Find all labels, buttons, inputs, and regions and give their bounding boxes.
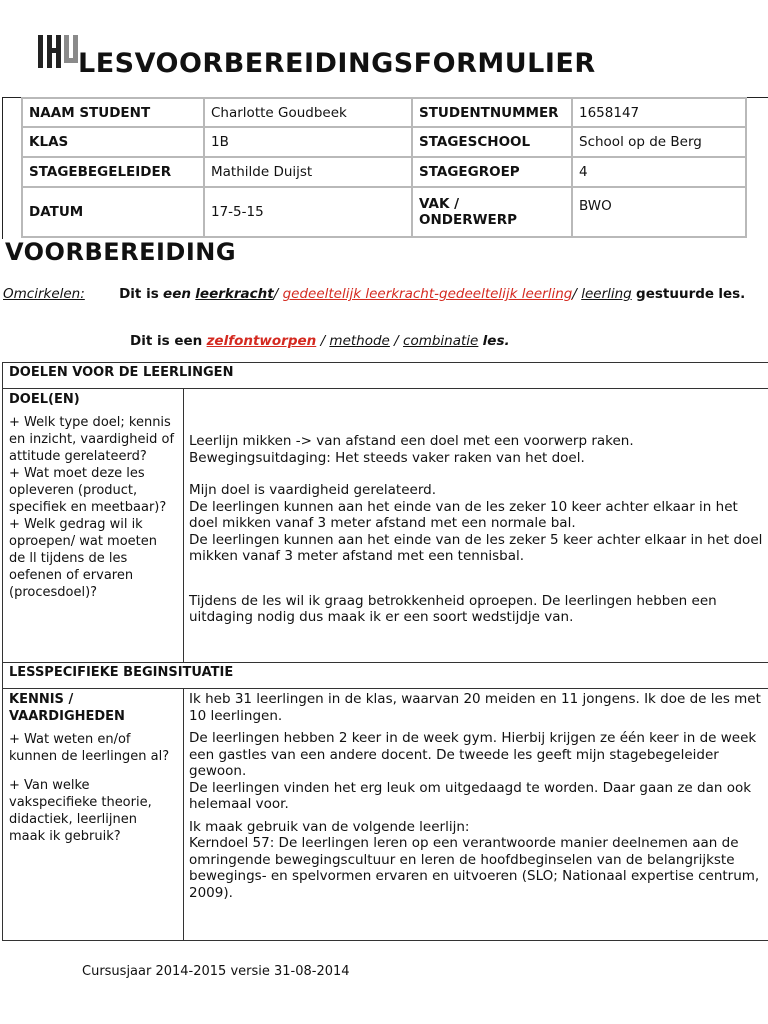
lesvorm-line: [130, 333, 510, 349]
stageschool-label: STAGESCHOOL: [412, 127, 572, 157]
option-leerkracht[interactable]: leerkracht: [195, 286, 274, 302]
dit-is-text: Dit is: [119, 286, 159, 302]
beginsituatie-paragraph: Ik maak gebruik van de volgende leerlijn:: [189, 818, 470, 835]
voorbereiding-heading: VOORBEREIDING: [5, 238, 237, 266]
beginsituatie-question: + Wat weten en/of kunnen de leerlingen al?: [9, 732, 170, 764]
omcirkelen-label: Omcirkelen:: [3, 286, 85, 302]
beginsituatie-question: + Van welke vakspecifieke theorie, didactiek, leerlijnen maak ik gebruik?: [9, 778, 152, 844]
sturing-line: [3, 286, 766, 303]
klas-value: 1B: [204, 127, 412, 157]
beginsituatie-left-title: KENNIS / VAARDIGHEDEN: [9, 692, 125, 724]
doel-paragraph: De leerlingen kunnen aan het einde van de les zeker 5 keer achter elkaar in het doel mikken vanaf 3 meter afstand met een tennisbal.: [189, 531, 763, 564]
gestuurde-text: gestuurde: [636, 286, 715, 302]
les-text: les.: [482, 333, 510, 349]
hu-logo: [38, 35, 78, 68]
beginsituatie-paragraph: De leerlingen vinden het erg leuk om uitgedaagd te worden. Daar gaan ze dan ook helemaal voor.: [189, 779, 752, 812]
doelen-right-cell: [184, 389, 768, 663]
vak-value: BWO: [572, 187, 746, 237]
vak-label-line2: ONDERWERP: [419, 212, 518, 228]
beginsituatie-paragraph: De leerlingen hebben 2 keer in de week gym. Hierbij krijgen ze één keer in de week een gastles van een andere docent. De tweede les geeft mijn stagebegeleider gewoon.: [189, 730, 757, 779]
page-title: LESVOORBEREIDINGSFORMULIER: [78, 48, 596, 79]
doelen-left-title: DOEL(EN): [9, 392, 80, 407]
doel-paragraph: De leerlingen kunnen aan het einde van de les zeker 10 keer achter elkaar in het doel mikken vanaf 3 meter afstand met een normale bal.: [189, 498, 738, 531]
preparation-table: [2, 362, 768, 941]
stageschool-value: School op de Berg: [572, 127, 746, 157]
doelen-section-header: DOELEN VOOR DE LEERLINGEN: [3, 363, 768, 389]
separator: /: [394, 333, 399, 349]
option-zelfontworpen[interactable]: zelfontworpen: [206, 333, 317, 349]
dit-is-een-text: Dit is een: [130, 333, 203, 349]
beginsituatie-right-cell: [184, 689, 768, 941]
naam-student-label: NAAM STUDENT: [22, 98, 204, 127]
klas-label: KLAS: [22, 127, 204, 157]
stagegroep-label: STAGEGROEP: [412, 157, 572, 187]
les-text: les.: [718, 286, 746, 302]
separator: /: [273, 286, 279, 302]
student-info-table: [21, 97, 747, 238]
stagegroep-value: 4: [572, 157, 746, 187]
stagebegeleider-value: Mathilde Duijst: [204, 157, 412, 187]
footer-text: Cursusjaar 2014-2015 versie 31-08-2014: [82, 964, 350, 979]
studentnummer-label: STUDENTNUMMER: [412, 98, 572, 127]
vak-onderwerp-label: [412, 187, 572, 237]
doel-paragraph: Tijdens de les wil ik graag betrokkenheid oproepen. De leerlingen hebben een uitdaging nodig dus maak ik er een soort wedstijdje van.: [189, 592, 717, 625]
naam-student-value: Charlotte Goudbeek: [204, 98, 412, 127]
doelen-left-cell: [3, 389, 184, 663]
vak-label-line1: VAK /: [419, 196, 460, 212]
option-gedeeltelijk[interactable]: gedeeltelijk leerkracht-gedeeltelijk leerling: [282, 286, 573, 302]
datum-value: 17-5-15: [204, 187, 412, 237]
studentnummer-value: 1658147: [572, 98, 746, 127]
beginsituatie-paragraph: Ik heb 31 leerlingen in de klas, waarvan 20 meiden en 11 jongens. Ik doe de les met 10 leerlingen.: [189, 691, 761, 724]
datum-label: DATUM: [22, 187, 204, 237]
separator: /: [572, 286, 577, 302]
doel-paragraph: Mijn doel is vaardigheid gerelateerd.: [189, 482, 436, 498]
separator: /: [320, 333, 326, 349]
doel-paragraph: Bewegingsuitdaging: Het steeds vaker raken van het doel.: [189, 449, 585, 466]
een-text: een: [163, 286, 191, 302]
doel-paragraph: Leerlijn mikken -> van afstand een doel met een voorwerp raken.: [189, 433, 634, 449]
beginsituatie-paragraph: Kerndoel 57: De leerlingen leren op een verantwoorde manier deelnemen aan de omringende bewegingscultuur en leren de hoofdbeginselen van de belangrijkste bewegings- en spelvormen ervaren en uitvoeren (SLO; Nationaal expertise centrum, 2009).: [189, 835, 760, 901]
stagebegeleider-label: STAGEBEGELEIDER: [22, 157, 204, 187]
option-leerling[interactable]: leerling: [581, 286, 632, 302]
doelen-questions: + Welk type doel; kennis en inzicht, vaardigheid of attitude gerelateerd? + Wat moet deze les opleveren (product, specifiek en meetbaar)? + Welk gedrag wil ik oproepen/ wat moeten de ll tijdens de les oefenen of ervaren (procesdoel)?: [9, 415, 175, 600]
beginsituatie-left-cell: [3, 689, 184, 941]
option-methode[interactable]: methode: [329, 333, 390, 349]
beginsituatie-section-header: LESSPECIFIEKE BEGINSITUATIE: [3, 663, 768, 689]
option-combinatie[interactable]: combinatie: [403, 333, 479, 349]
